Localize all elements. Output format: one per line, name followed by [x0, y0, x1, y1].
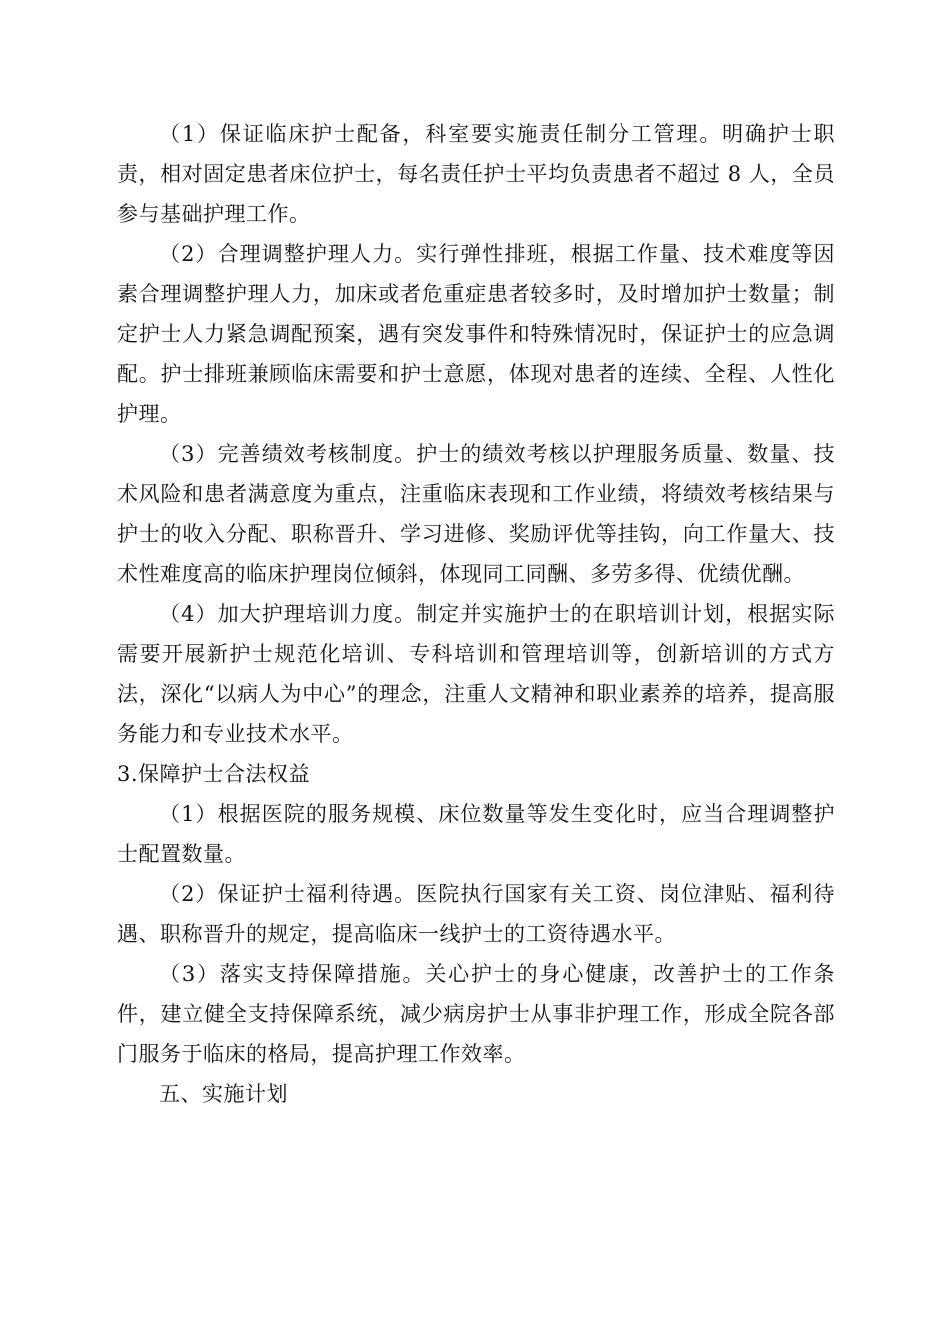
paragraph-training: （4）加大护理培训力度。制定并实施护士的在职培训计划，根据实际需要开展新护士规范化培训、专科培训和管理培训等，创新培训的方式方法，深化“以病人为中心”的理念，注重人文精神和职业素养的培养，提高服务能力和专业技术水平。 — [117, 602, 835, 746]
section-heading-plan: 五、实施计划 — [159, 1082, 288, 1106]
paragraph-welfare: （2）保证护士福利待遇。医院执行国家有关工资、岗位津贴、福利待遇、职称晋升的规定，提高临床一线护士的工资待遇水平。 — [117, 882, 835, 946]
paragraph-manpower: （2）合理调整护理人力。实行弹性排班，根据工作量、技术难度等因素合理调整护理人力，加床或者危重症患者较多时，及时增加护士数量；制定护士人力紧急调配预案，遇有突发事件和特殊情况时，保证护士的应急调配。护士排班兼顾临床需要和护士意愿，体现对患者的连续、全程、人性化护理。 — [117, 242, 835, 426]
paragraph-performance: （3）完善绩效考核制度。护士的绩效考核以护理服务质量、数量、技术风险和患者满意度为重点，注重临床表现和工作业绩，将绩效考核结果与护士的收入分配、职称晋升、学习进修、奖励评优等挂钩，向工作量大、技术性难度高的临床护理岗位倾斜，体现同工同酬、多劳多得、优绩优酬。 — [117, 442, 835, 586]
document-body — [117, 114, 835, 1114]
paragraph-staffing: （1）保证临床护士配备，科室要实施责任制分工管理。明确护士职责，相对固定患者床位护士，每名责任护士平均负责患者不超过 8 人，全员参与基础护理工作。 — [117, 122, 835, 226]
section-heading-rights: 3.保障护士合法权益 — [117, 762, 311, 786]
paragraph-support: （3）落实支持保障措施。关心护士的身心健康，改善护士的工作条件，建立健全支持保障系统，减少病房护士从事非护理工作，形成全院各部门服务于临床的格局，提高护理工作效率。 — [117, 962, 835, 1066]
paragraph-staff-quantity: （1）根据医院的服务规模、床位数量等发生变化时，应当合理调整护士配置数量。 — [117, 802, 835, 866]
